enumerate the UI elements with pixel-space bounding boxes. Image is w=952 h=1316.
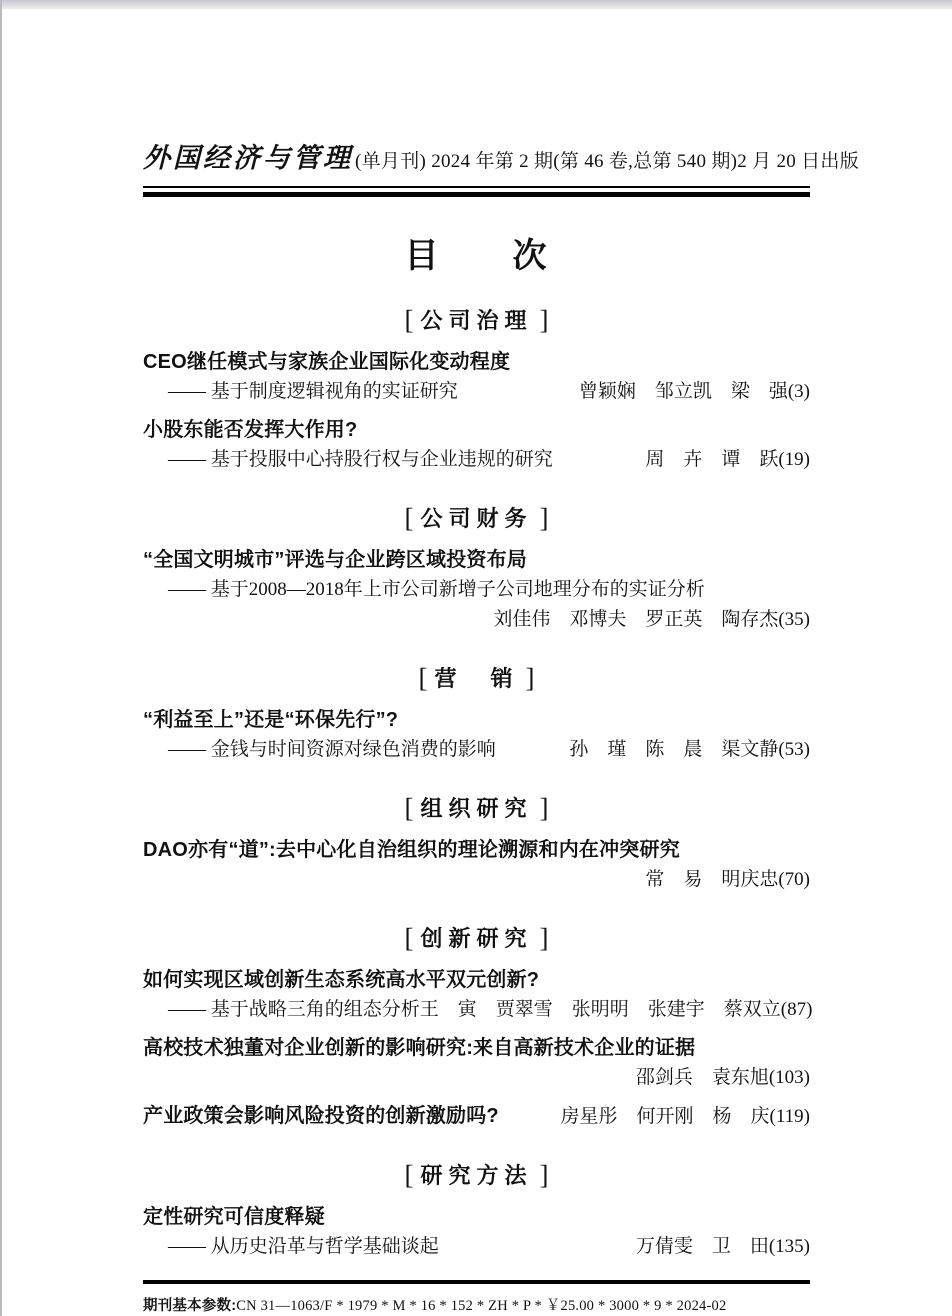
article-authors: 常 易 明庆忠(70) <box>645 869 810 890</box>
section-label: 组织研究 <box>420 796 533 821</box>
left-bracket: [ <box>404 305 414 335</box>
section-header-marketing <box>143 661 810 695</box>
scan-edge-left <box>0 0 2 1316</box>
article-title: 高校技术独董对企业创新的影响研究:来自高新技术企业的证据 <box>143 1037 696 1059</box>
header-double-rule <box>143 186 810 197</box>
left-bracket: [ <box>418 663 428 693</box>
right-bracket: ] <box>539 305 549 335</box>
journal-parameters-label: 期刊基本参数: <box>143 1298 237 1314</box>
article-authors: 邵剑兵 袁东旭(103) <box>635 1067 810 1088</box>
article-title: “全国文明城市”评选与企业跨区域投资布局 <box>143 549 527 571</box>
article-authors: 房星彤 何开刚 杨 庆(119) <box>560 1106 810 1127</box>
right-bracket: ] <box>539 793 549 823</box>
article-authors: 曾颖娴 邹立凯 梁 强(3) <box>578 381 810 402</box>
section-header-innovation-research <box>143 921 810 955</box>
article-title: CEO继任模式与家族企业国际化变动程度 <box>143 351 511 373</box>
section-label: 公司治理 <box>420 308 533 333</box>
section-header-organization-research <box>143 791 810 825</box>
article-subtitle: —— 基于投服中心持股行权与企业违规的研究 <box>168 449 553 470</box>
article-authors: 王 寅 贾翠雪 张明明 张建宇 蔡双立(87) <box>419 999 813 1020</box>
footer-rule <box>143 1280 810 1284</box>
article-authors: 孙 瑾 陈 晨 渠文静(53) <box>569 739 810 760</box>
section-label: 创新研究 <box>420 926 533 951</box>
left-bracket: [ <box>404 1160 414 1190</box>
issue-info: (单月刊) 2024 年第 2 期(第 46 卷,总第 540 期)2 月 20 日出版 <box>355 151 860 172</box>
journal-name: 外国经济与管理 <box>143 143 353 173</box>
article-title: 定性研究可信度释疑 <box>143 1206 325 1228</box>
article-entry <box>143 835 810 895</box>
article-entry <box>143 1033 810 1093</box>
article-entry <box>143 347 810 407</box>
right-bracket: ] <box>539 1160 549 1190</box>
article-entry <box>143 965 813 1025</box>
section-label: 公司财务 <box>420 506 533 531</box>
section-label: 营 销 <box>434 666 519 691</box>
left-bracket: [ <box>404 503 414 533</box>
left-bracket: [ <box>404 793 414 823</box>
article-title: “利益至上”还是“环保先行”? <box>143 709 399 731</box>
article-subtitle: —— 从历史沿革与哲学基础谈起 <box>168 1236 439 1257</box>
section-header-corporate-governance <box>143 303 810 337</box>
right-bracket: ] <box>539 923 549 953</box>
article-subtitle: —— 基于2008—2018年上市公司新增子公司地理分布的实证分析 <box>168 579 705 600</box>
article-subtitle: —— 基于战略三角的组态分析 <box>168 999 420 1020</box>
article-entry <box>143 1101 810 1132</box>
toc-title: 目 次 <box>404 238 549 275</box>
article-authors: 刘佳伟 邓博夫 罗正英 陶存杰(35) <box>493 609 810 630</box>
section-label: 研究方法 <box>420 1163 533 1188</box>
left-bracket: [ <box>404 923 414 953</box>
section-header-research-methods <box>143 1158 810 1192</box>
right-bracket: ] <box>539 503 549 533</box>
journal-parameters <box>143 1294 810 1315</box>
right-bracket: ] <box>525 663 535 693</box>
article-authors: 周 卉 谭 跃(19) <box>645 449 810 470</box>
journal-parameters-value: CN 31—1063/F * 1979 * M * 16 * 152 * ZH * P * ￥25.00 * 3000 * 9 * 2024-02 <box>236 1298 727 1314</box>
article-subtitle: —— 金钱与时间资源对绿色消费的影响 <box>168 739 496 760</box>
article-authors: 万倩雯 卫 田(135) <box>635 1236 810 1257</box>
article-entry <box>143 415 810 475</box>
article-subtitle: —— 基于制度逻辑视角的实证研究 <box>168 381 458 402</box>
article-entry <box>143 1202 810 1262</box>
article-title: 产业政策会影响风险投资的创新激励吗? <box>143 1105 499 1127</box>
article-entry <box>143 705 810 765</box>
journal-header <box>143 136 860 175</box>
article-title: 如何实现区域创新生态系统高水平双元创新? <box>143 969 540 991</box>
article-title: 小股东能否发挥大作用? <box>143 419 358 441</box>
article-entry <box>143 545 810 635</box>
scan-edge-top <box>0 0 952 9</box>
article-title: DAO亦有“道”:去中心化自治组织的理论溯源和内在冲突研究 <box>143 839 680 861</box>
section-header-corporate-finance <box>143 501 810 535</box>
